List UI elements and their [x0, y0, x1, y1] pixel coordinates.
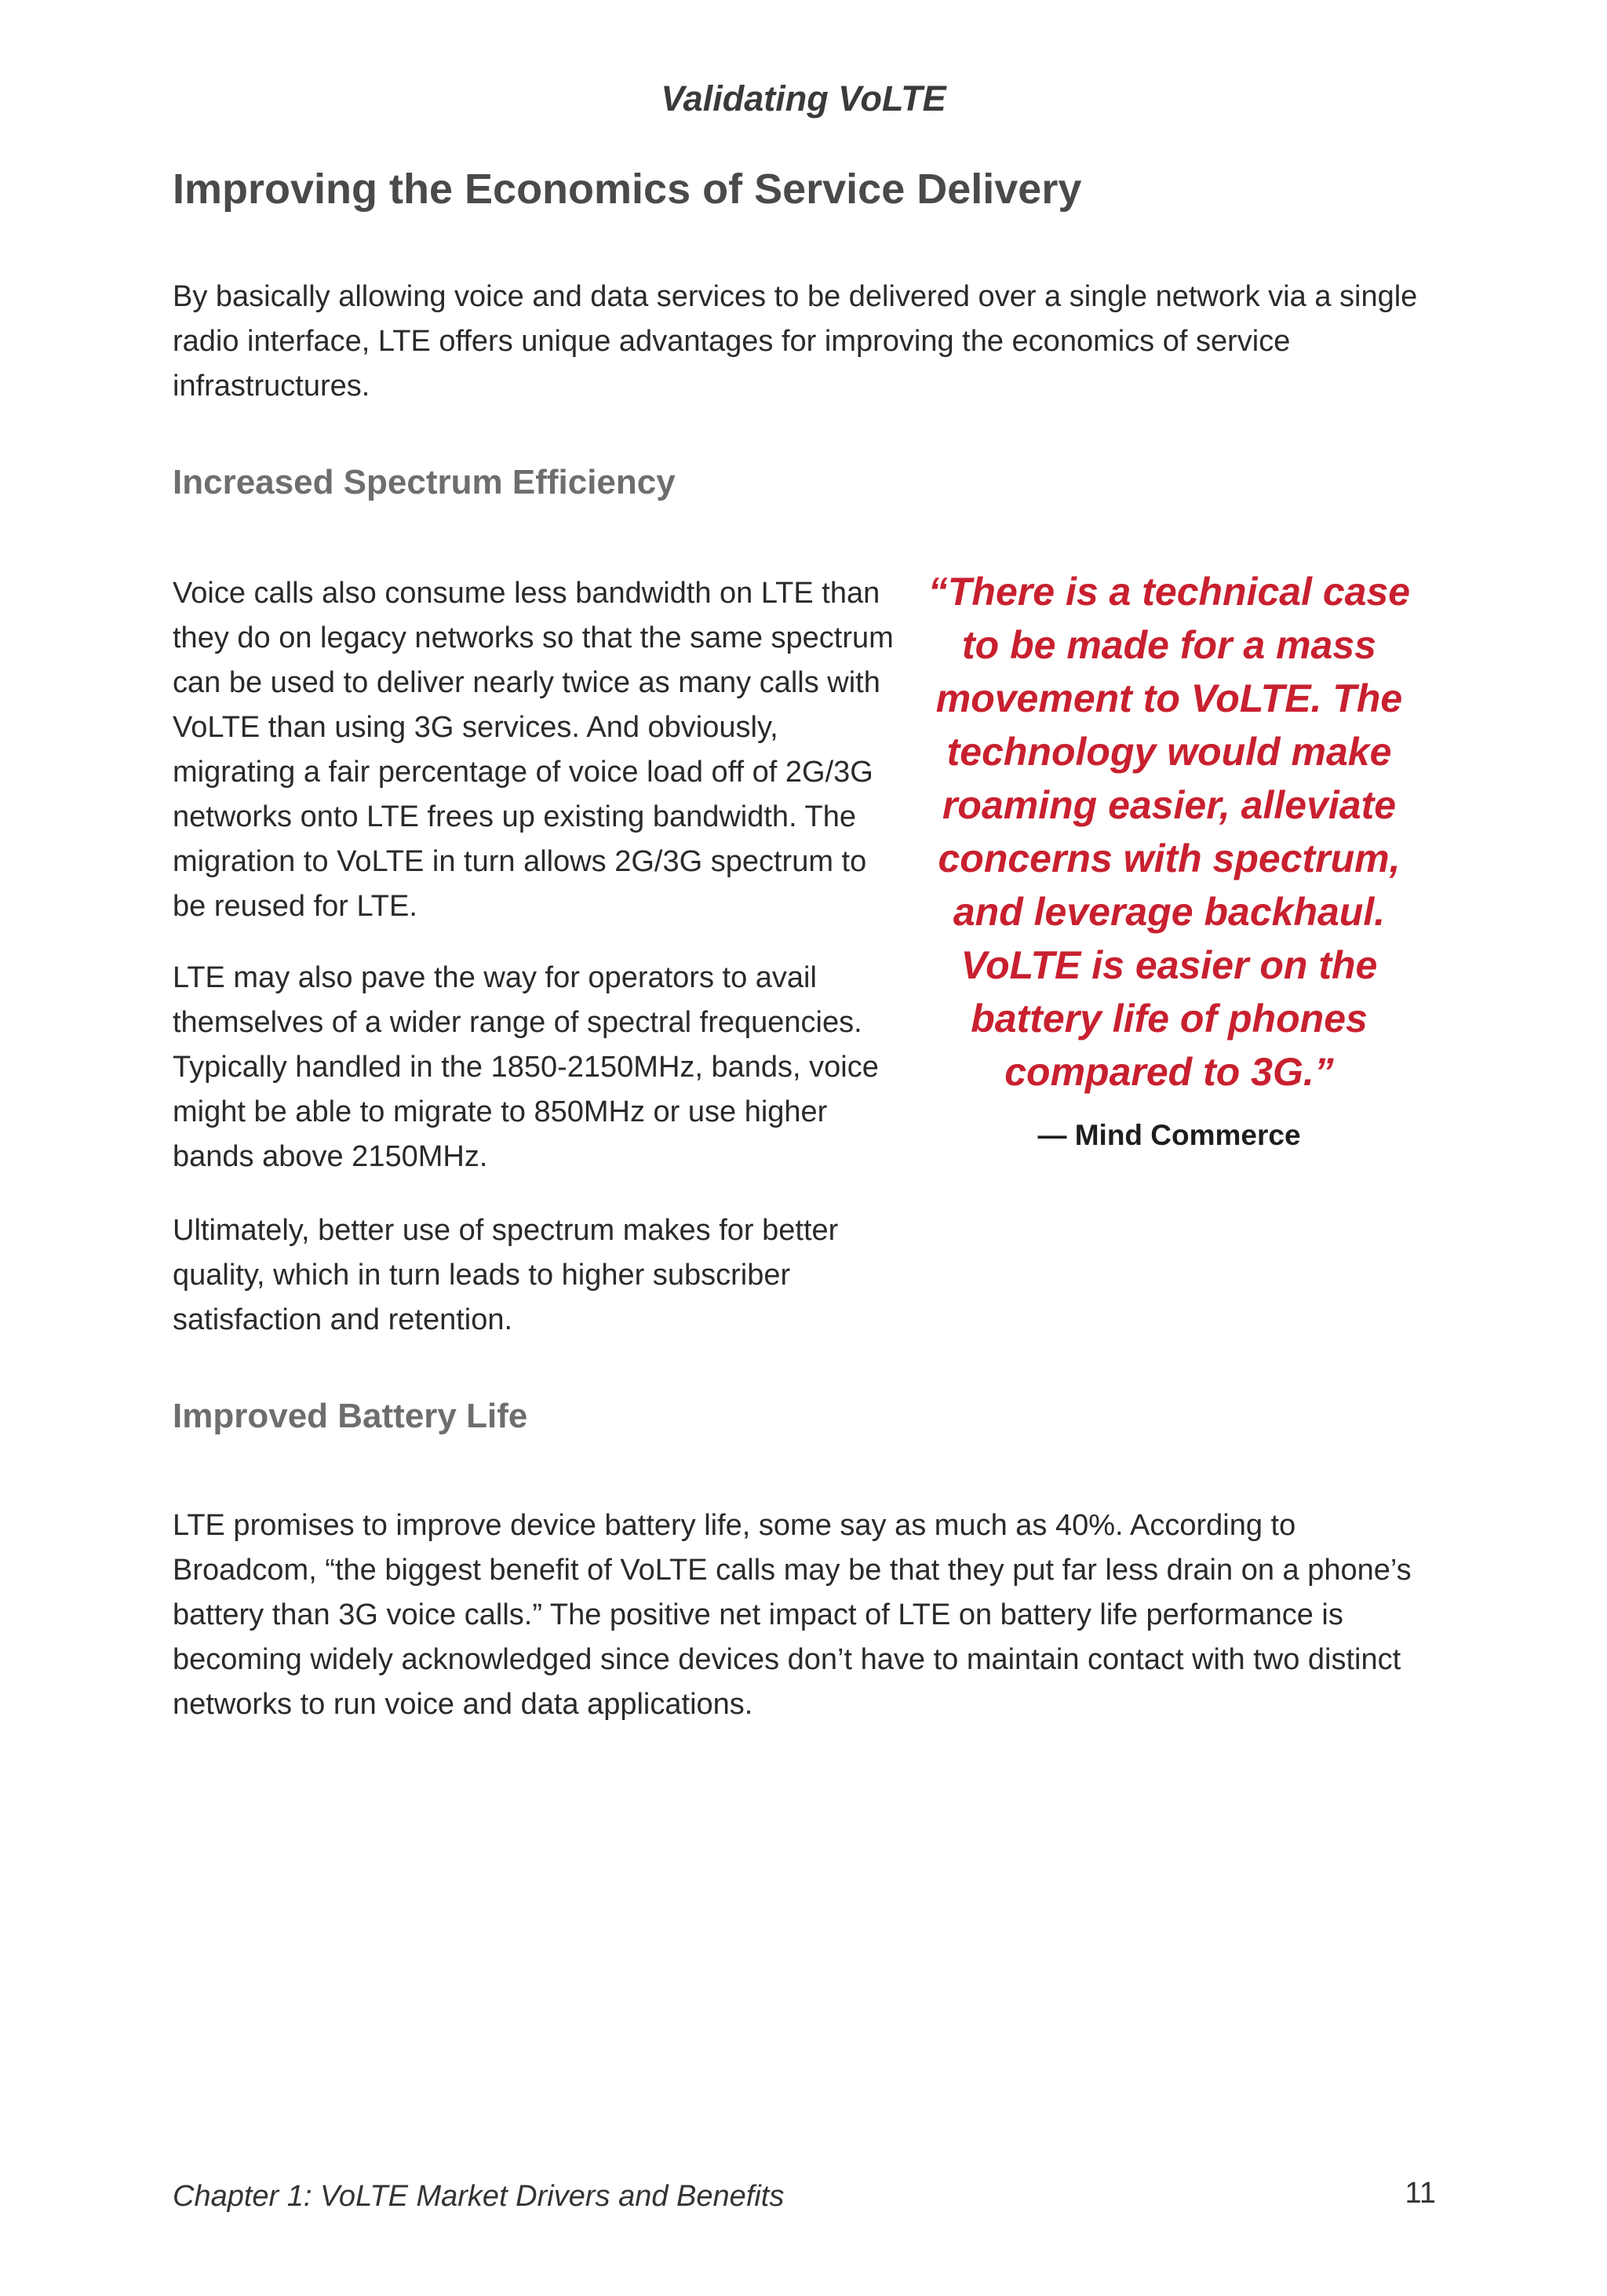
running-header: Validating VoLTE: [661, 78, 946, 118]
paragraph-voice-bandwidth: Voice calls also consume less bandwidth on LTE than they do on legacy networks so that the same spectrum can be used to deliver nearly twice as many calls with VoLTE than using 3G services. And obviously, migrating a fair percentage of voice load off of 2G/3G networks onto LTE frees up existing bandwidth. The migration to VoLTE in turn allows 2G/3G spectrum to be reused for LTE.: [173, 577, 894, 923]
paragraph-spectral-frequencies: LTE may also pave the way for operators to avail themselves of a wider range of spectral frequencies. Typically handled in the 1850-2150MHz, bands, voice might be able to migrate to 850MHz or use higher bands above 2150MHz.: [173, 961, 879, 1173]
pull-quote: [918, 565, 1420, 1152]
pull-quote-attribution: — Mind Commerce: [1037, 1119, 1301, 1151]
section-heading-battery: Improved Battery Life: [173, 1397, 528, 1435]
page-title: Improving the Economics of Service Delivery: [173, 166, 1082, 213]
intro-paragraph: By basically allowing voice and data services to be delivered over a single network via a single radio interface, LTE offers unique advantages for improving the economics of service infrastructures.: [173, 280, 1418, 403]
paragraph-subscriber-satisfaction: Ultimately, better use of spectrum makes for better quality, which in turn leads to higher subscriber satisfaction and retention.: [173, 1214, 839, 1336]
pull-quote-text: “There is a technical case to be made for a mass movement to VoLTE. The technology would make roaming easier, alleviate concerns with spectrum, and leverage backhaul. VoLTE is easier on the battery life of phones compared to 3G.”: [927, 570, 1411, 1094]
paragraph-battery-life: LTE promises to improve device battery life, some say as much as 40%. According to Broadcom, “the biggest benefit of VoLTE calls may be that they put far less drain on a phone’s battery than 3G voice calls.” The positive net impact of LTE on battery life performance is becoming widely acknowledged since devices don’t have to maintain contact with two distinct networks to run voice and data applications.: [173, 1509, 1412, 1721]
page-number: 11: [1405, 2177, 1436, 2210]
section-heading-spectrum: Increased Spectrum Efficiency: [173, 463, 676, 501]
footer-chapter-title: Chapter 1: VoLTE Market Drivers and Benefits: [173, 2180, 785, 2213]
